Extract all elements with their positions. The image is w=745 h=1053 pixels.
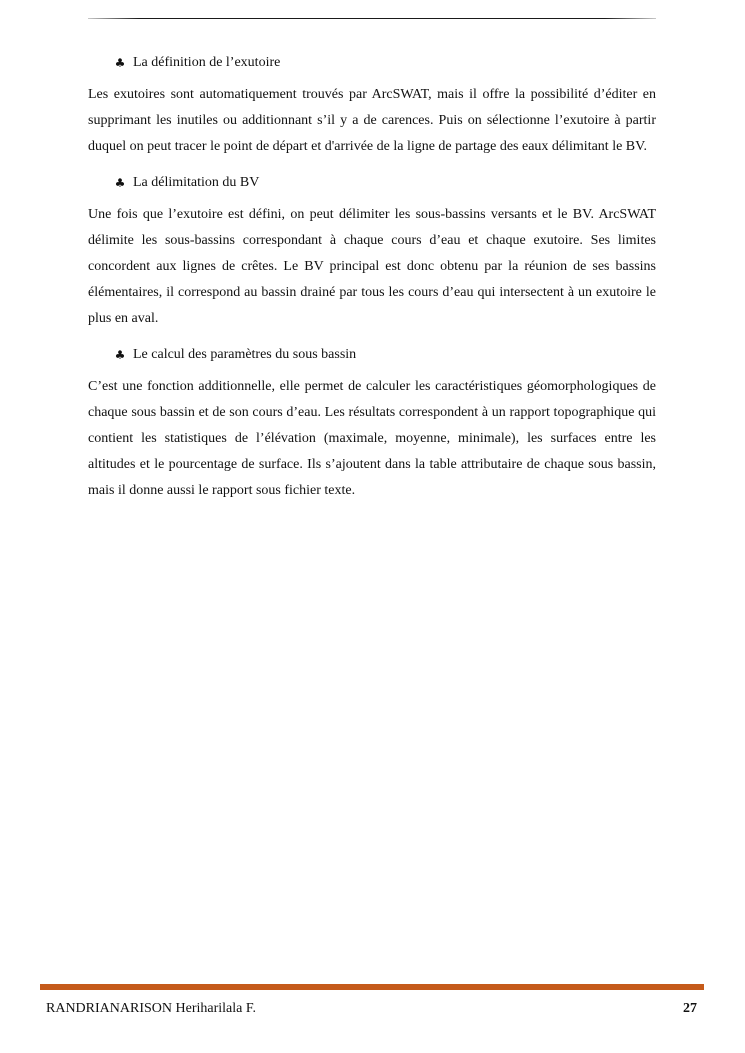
section-heading-text: La délimitation du BV — [133, 175, 260, 190]
section-heading-delimitation — [88, 168, 656, 198]
club-suit-icon: ♣ — [114, 348, 126, 362]
section-paragraph-parametres: C’est une fonction additionnelle, elle permet de calculer les caractéristiques géomorphologiques de chaque sous bassin et de son cours d’eau. Les résultats correspondent à un rapport topographique qui contient les statistiques de l’élévation (maximale, moyenne, minimale), les surfaces entre les altitudes et le pourcentage de surface. Ils s’ajoutent dans la table attributaire de chaque sous bassin, mais il donne aussi le rapport sous fichier texte. — [88, 379, 656, 498]
section-paragraph-delimitation: Une fois que l’exutoire est défini, on peut délimiter les sous-bassins versants et le BV. ArcSWAT délimite les sous-bassins correspondant à chaque cours d’eau et chaque exutoire. Ses limites concordent aux lignes de crêtes. Le BV principal est donc obtenu par la réunion de ses bassins élémentaires, il correspond au bassin drainé par tous les cours d’eau qui intersectent à un exutoire le plus en aval. — [88, 207, 656, 326]
section-heading-exutoire — [88, 48, 656, 78]
section-heading-text: Le calcul des paramètres du sous bassin — [133, 347, 357, 362]
club-suit-icon: ♣ — [114, 56, 126, 70]
page-number: 27 — [683, 1001, 697, 1016]
club-suit-icon: ♣ — [114, 176, 126, 190]
footer-rule — [40, 984, 704, 990]
section-paragraph-exutoire: Les exutoires sont automatiquement trouvés par ArcSWAT, mais il offre la possibilité d’éditer en supprimant les inutiles ou additionnant s’il y a de carences. Puis on sélectionne l’exutoire à partir duquel on peut tracer le point de départ et d'arrivée de la ligne de partage des eaux délimitant le BV. — [88, 87, 656, 154]
document-body — [88, 48, 656, 512]
section-heading-parametres — [88, 340, 656, 370]
section-heading-text: La définition de l’exutoire — [133, 55, 281, 70]
header-rule — [88, 18, 656, 19]
footer-author: RANDRIANARISON Heriharilala F. — [46, 1001, 257, 1016]
